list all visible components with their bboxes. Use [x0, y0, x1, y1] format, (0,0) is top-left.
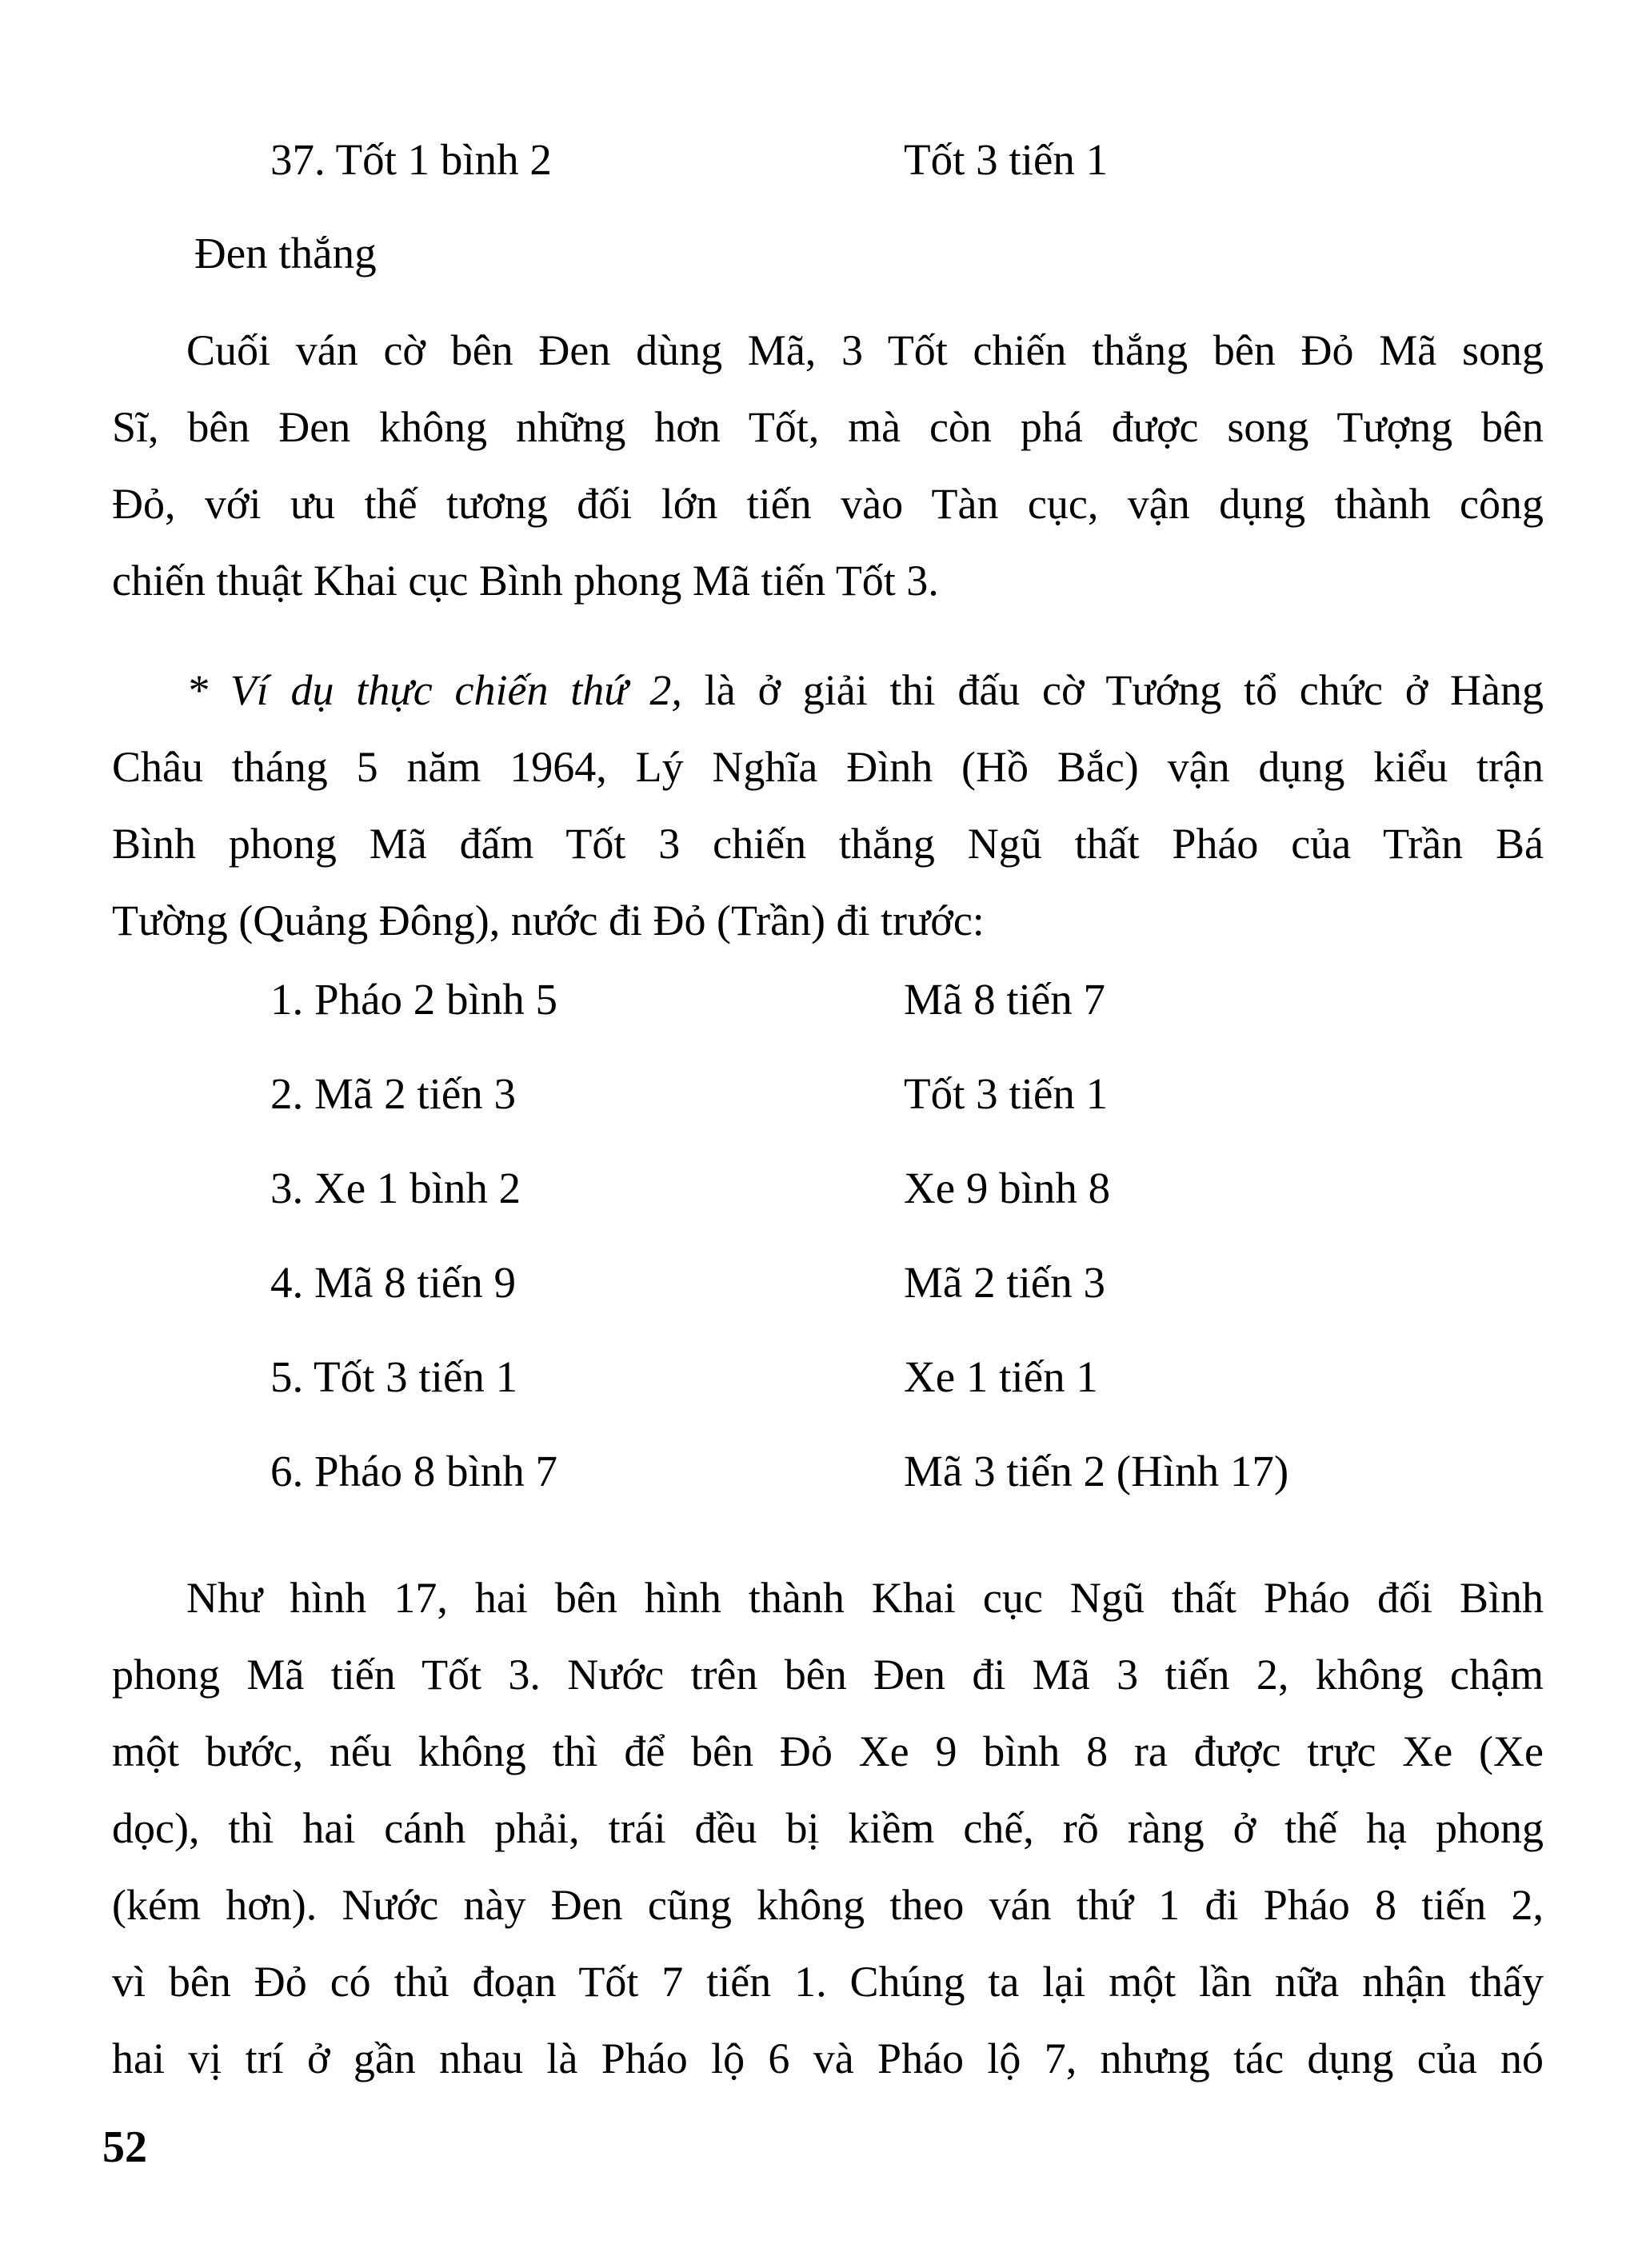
paragraph-1 [112, 312, 1544, 619]
black-move: Xe 1 tiến 1 [904, 1352, 1098, 1401]
paragraph-3-line: dọc), thì hai cánh phải, trái đều bị kiềm chế, rõ ràng ở thế hạ phong [112, 1804, 1544, 1852]
paragraph-3-line: Như hình 17, hai bên hình thành Khai cục Ngũ thất Pháo đối Bình [186, 1574, 1544, 1622]
black-move: Tốt 3 tiến 1 [904, 1069, 1109, 1118]
black-move: Xe 9 bình 8 [904, 1164, 1111, 1212]
paragraph-2-line: Châu tháng 5 năm 1964, Lý Nghĩa Đình (Hồ Bắc) vận dụng kiểu trận [112, 743, 1544, 791]
red-move: 1. Pháo 2 bình 5 [270, 975, 558, 1024]
header-move-black: Tốt 3 tiến 1 [904, 135, 1109, 184]
paragraph-3-line: vì bên Đỏ có thủ đoạn Tốt 7 tiến 1. Chúng ta lại một lần nữa nhận thấy [112, 1958, 1544, 2006]
paragraph-3 [112, 1559, 1544, 2097]
black-move: Mã 3 tiến 2 (Hình 17) [904, 1447, 1289, 1495]
move-row [0, 972, 1638, 1028]
red-move: 6. Pháo 8 bình 7 [270, 1447, 558, 1495]
move-row [0, 1349, 1638, 1405]
paragraph-1-line: Cuối ván cờ bên Đen dùng Mã, 3 Tốt chiến thắng bên Đỏ Mã song [186, 326, 1544, 374]
paragraph-3-line: (kém hơn). Nước này Đen cũng không theo ván thứ 1 đi Pháo 8 tiến 2, [112, 1881, 1544, 1929]
paragraph-2 [112, 652, 1544, 959]
move-row [0, 1066, 1638, 1122]
red-move: 2. Mã 2 tiến 3 [270, 1069, 517, 1118]
paragraph-2-line: Tường (Quảng Đông), nước đi Đỏ (Trần) đi trước: [112, 896, 985, 944]
paragraph-3-line: hai vị trí ở gần nhau là Pháo lộ 6 và Pháo lộ 7, nhưng tác dụng của nó [112, 2034, 1544, 2082]
paragraph-2-first-line-text: là ở giải thi đấu cờ Tướng tổ chức ở Hàng [704, 666, 1544, 714]
paragraph-3-line: phong Mã tiến Tốt 3. Nước trên bên Đen đi Mã 3 tiến 2, không chậm [112, 1651, 1544, 1699]
black-move: Mã 2 tiến 3 [904, 1258, 1106, 1307]
red-move: 5. Tốt 3 tiến 1 [270, 1352, 518, 1401]
example-heading: * Ví dụ thực chiến thứ 2, [186, 666, 682, 714]
game-result: Đen thắng [194, 229, 377, 278]
move-row [0, 1255, 1638, 1311]
page-number: 52 [102, 2122, 147, 2172]
paragraph-2-line [112, 652, 1544, 729]
paragraph-1-line: Sĩ, bên Đen không những hơn Tốt, mà còn phá được song Tượng bên [112, 403, 1544, 451]
red-move: 4. Mã 8 tiến 9 [270, 1258, 517, 1307]
paragraph-1-line: chiến thuật Khai cục Bình phong Mã tiến Tốt 3. [112, 557, 939, 605]
red-move: 3. Xe 1 bình 2 [270, 1164, 521, 1212]
paragraph-1-line: Đỏ, với ưu thế tương đối lớn tiến vào Tàn cục, vận dụng thành công [112, 480, 1544, 528]
move-row [0, 1443, 1638, 1499]
black-move: Mã 8 tiến 7 [904, 975, 1106, 1024]
paragraph-3-line: một bước, nếu không thì để bên Đỏ Xe 9 bình 8 ra được trực Xe (Xe [112, 1727, 1544, 1775]
header-move-red: 37. Tốt 1 bình 2 [270, 135, 552, 184]
paragraph-2-line: Bình phong Mã đấm Tốt 3 chiến thắng Ngũ thất Pháo của Trần Bá [112, 820, 1544, 868]
move-row [0, 1160, 1638, 1216]
